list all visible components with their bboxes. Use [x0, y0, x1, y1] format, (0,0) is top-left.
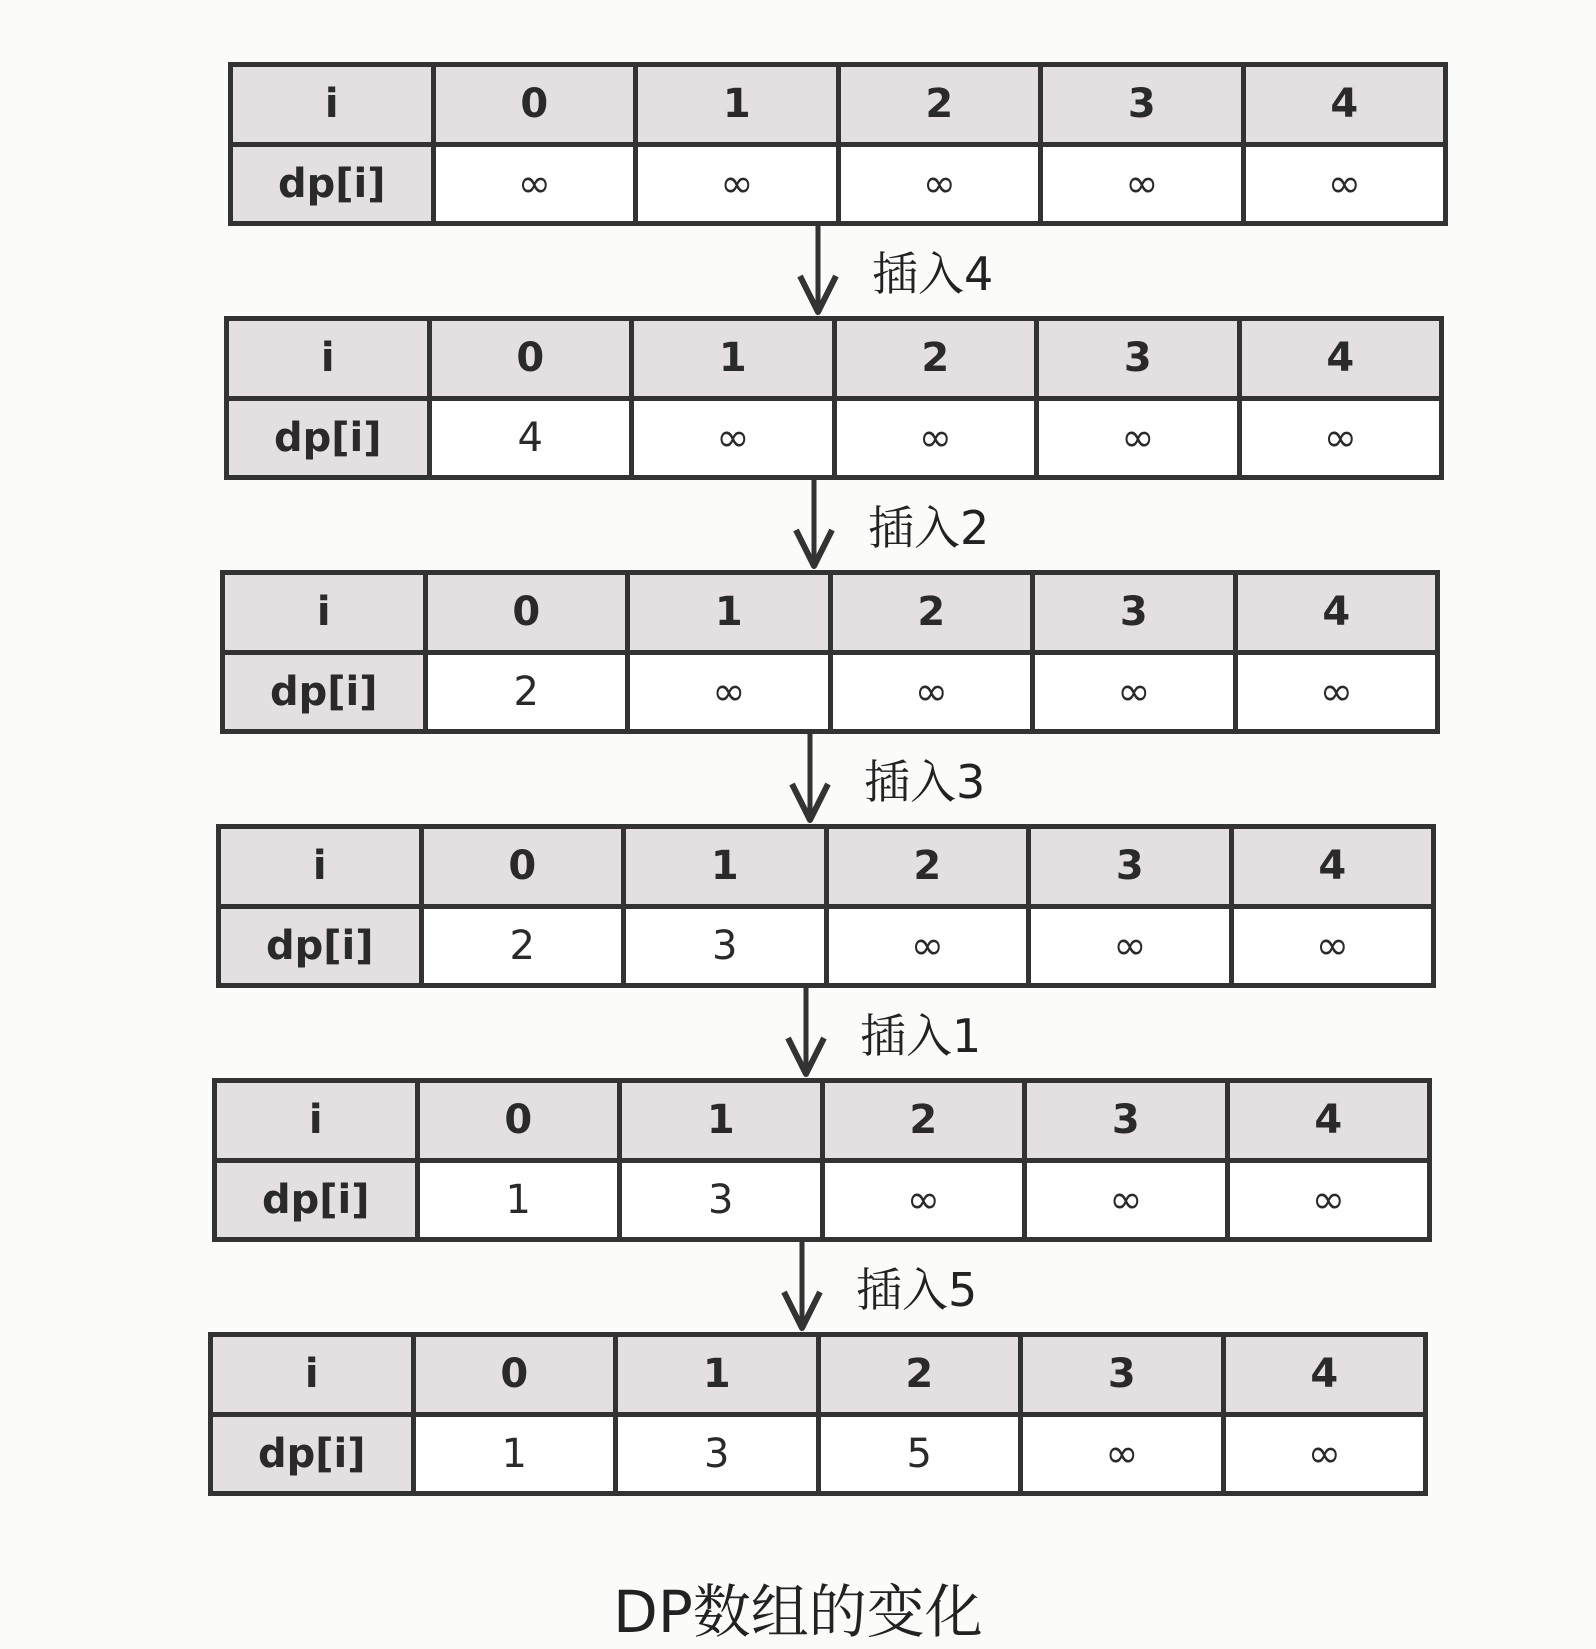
index-cell: 1: [626, 829, 824, 904]
value-row-label: dp[i]: [225, 655, 423, 730]
index-cell: 0: [436, 67, 634, 142]
index-cell: 2: [825, 1083, 1023, 1158]
dp-value-cell: ∞: [1242, 401, 1440, 476]
down-arrow-icon: [772, 1242, 832, 1332]
index-cell: 1: [638, 67, 836, 142]
dp-value-cell: 3: [622, 1163, 820, 1238]
index-row-label: i: [217, 1083, 415, 1158]
dp-value-cell: ∞: [1031, 909, 1229, 984]
dp-value-cell: ∞: [1234, 909, 1432, 984]
index-row-label: i: [233, 67, 431, 142]
dp-value-cell: ∞: [825, 1163, 1023, 1238]
dp-value-cell: 3: [626, 909, 824, 984]
dp-value-cell: ∞: [1043, 147, 1241, 222]
value-row-label: dp[i]: [229, 401, 427, 476]
index-cell: 2: [837, 321, 1035, 396]
dp-value-cell: 2: [424, 909, 622, 984]
index-cell: 4: [1234, 829, 1432, 904]
index-row-label: i: [213, 1337, 411, 1412]
dp-table-state-0: [228, 62, 1448, 226]
dp-table-state-1: [224, 316, 1444, 480]
dp-value-cell: 1: [420, 1163, 618, 1238]
index-row-label: i: [229, 321, 427, 396]
index-cell: 3: [1039, 321, 1237, 396]
dp-value-cell: ∞: [1226, 1417, 1424, 1492]
index-cell: 2: [841, 67, 1039, 142]
down-arrow-icon: [776, 988, 836, 1078]
dp-table-state-2: [220, 570, 1440, 734]
dp-value-cell: ∞: [833, 655, 1031, 730]
value-row-label: dp[i]: [233, 147, 431, 222]
down-arrow-icon: [780, 734, 840, 824]
dp-value-cell: 4: [432, 401, 630, 476]
index-cell: 1: [622, 1083, 820, 1158]
transition-label: 插入4: [872, 247, 994, 301]
dp-value-cell: ∞: [1023, 1417, 1221, 1492]
dp-value-cell: 3: [618, 1417, 816, 1492]
dp-value-cell: 5: [821, 1417, 1019, 1492]
index-cell: 3: [1031, 829, 1229, 904]
dp-value-cell: ∞: [1246, 147, 1444, 222]
index-cell: 0: [428, 575, 626, 650]
dp-value-cell: ∞: [1039, 401, 1237, 476]
index-cell: 1: [618, 1337, 816, 1412]
index-cell: 0: [420, 1083, 618, 1158]
index-cell: 3: [1027, 1083, 1225, 1158]
dp-value-cell: ∞: [841, 147, 1039, 222]
dp-table-state-3: [216, 824, 1436, 988]
dp-value-cell: ∞: [1238, 655, 1436, 730]
index-cell: 4: [1238, 575, 1436, 650]
value-row-label: dp[i]: [213, 1417, 411, 1492]
index-cell: 2: [821, 1337, 1019, 1412]
dp-value-cell: ∞: [436, 147, 634, 222]
index-cell: 3: [1023, 1337, 1221, 1412]
index-cell: 3: [1035, 575, 1233, 650]
figure-caption: DP数组的变化: [613, 1578, 983, 1646]
value-row-label: dp[i]: [217, 1163, 415, 1238]
dp-table-state-5: [208, 1332, 1428, 1496]
index-cell: 4: [1230, 1083, 1428, 1158]
index-cell: 1: [630, 575, 828, 650]
transition-label: 插入1: [860, 1009, 982, 1063]
index-row-label: i: [221, 829, 419, 904]
down-arrow-icon: [788, 226, 848, 316]
dp-value-cell: ∞: [634, 401, 832, 476]
dp-value-cell: ∞: [1027, 1163, 1225, 1238]
dp-value-cell: 2: [428, 655, 626, 730]
dp-table-state-4: [212, 1078, 1432, 1242]
index-cell: 2: [829, 829, 1027, 904]
index-cell: 4: [1226, 1337, 1424, 1412]
dp-value-cell: ∞: [1035, 655, 1233, 730]
value-row-label: dp[i]: [221, 909, 419, 984]
dp-value-cell: 1: [416, 1417, 614, 1492]
dp-value-cell: ∞: [829, 909, 1027, 984]
index-cell: 0: [416, 1337, 614, 1412]
down-arrow-icon: [784, 480, 844, 570]
index-cell: 2: [833, 575, 1031, 650]
index-cell: 3: [1043, 67, 1241, 142]
index-row-label: i: [225, 575, 423, 650]
dp-value-cell: ∞: [638, 147, 836, 222]
dp-value-cell: ∞: [630, 655, 828, 730]
transition-label: 插入3: [864, 755, 986, 809]
dp-value-cell: ∞: [837, 401, 1035, 476]
index-cell: 4: [1246, 67, 1444, 142]
index-cell: 1: [634, 321, 832, 396]
index-cell: 0: [432, 321, 630, 396]
index-cell: 0: [424, 829, 622, 904]
transition-label: 插入5: [856, 1263, 978, 1317]
transition-label: 插入2: [868, 501, 990, 555]
index-cell: 4: [1242, 321, 1440, 396]
dp-value-cell: ∞: [1230, 1163, 1428, 1238]
